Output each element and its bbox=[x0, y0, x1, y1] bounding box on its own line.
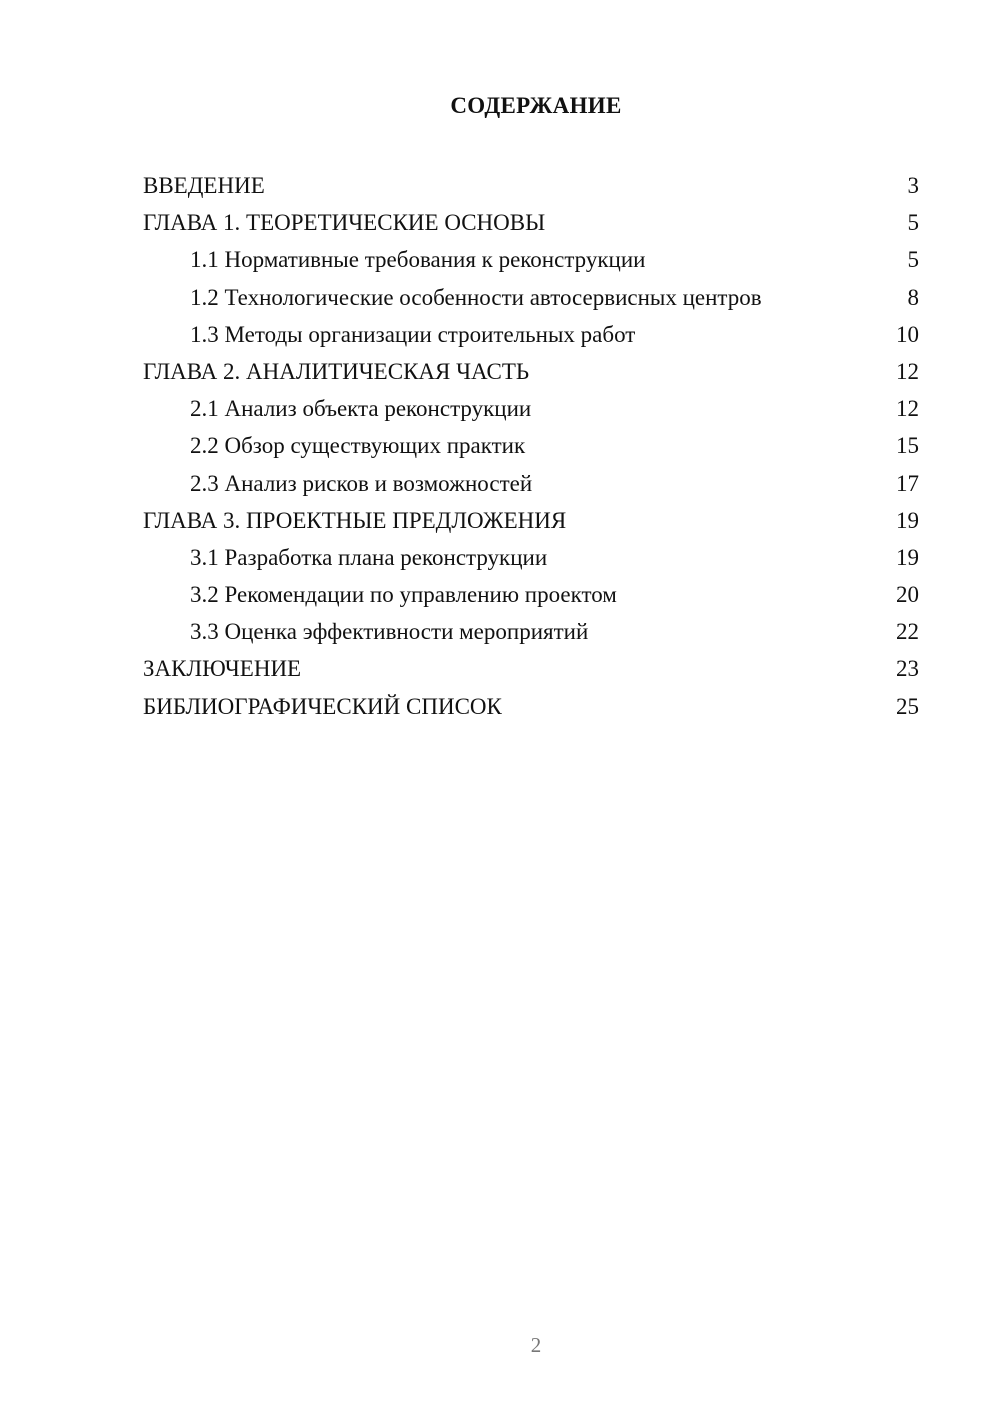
toc-entry-title: 2.2 Обзор существующих практик bbox=[190, 433, 526, 459]
toc-entry-page: 10 bbox=[896, 321, 919, 347]
toc-entry-chapter-1[interactable] bbox=[143, 204, 919, 241]
toc-entry-page: 12 bbox=[896, 358, 919, 384]
toc-entry-section-2-3[interactable] bbox=[143, 465, 919, 502]
toc-entry-title: 3.2 Рекомендации по управлению проектом bbox=[190, 582, 617, 608]
toc-entry-section-3-1[interactable] bbox=[143, 539, 919, 576]
toc-entry-title: 1.3 Методы организации строительных работ bbox=[190, 321, 636, 347]
toc-entry-title: БИБЛИОГРАФИЧЕСКИЙ СПИСОК bbox=[143, 693, 502, 719]
toc-entry-title: ЗАКЛЮЧЕНИЕ bbox=[143, 656, 302, 682]
toc-entry-page: 3 bbox=[907, 173, 919, 198]
toc-entry-page: 5 bbox=[907, 247, 919, 273]
toc-entry-chapter-3[interactable] bbox=[143, 502, 919, 539]
toc-entry-title: 1.2 Технологические особенности автосервисных центров bbox=[190, 284, 762, 310]
toc-entry-title: 1.1 Нормативные требования к реконструкции bbox=[190, 247, 646, 273]
toc-entry-section-1-1[interactable] bbox=[143, 241, 919, 278]
toc-entry-page: 19 bbox=[896, 544, 919, 570]
toc-entry-page: 20 bbox=[896, 582, 919, 608]
toc-entry-chapter-2[interactable] bbox=[143, 353, 919, 390]
toc-entry-title: ВВЕДЕНИЕ bbox=[143, 173, 265, 198]
toc-entry-page: 12 bbox=[896, 396, 919, 422]
toc-entry-section-2-1[interactable] bbox=[143, 390, 919, 427]
toc-entry-title: ГЛАВА 1. ТЕОРЕТИЧЕСКИЕ ОСНОВЫ bbox=[143, 210, 546, 236]
toc-entry-conclusion[interactable] bbox=[143, 650, 919, 687]
toc-entry-section-3-3[interactable] bbox=[143, 613, 919, 650]
toc-entry-title: 3.1 Разработка плана реконструкции bbox=[190, 544, 548, 570]
toc-entry-title: 3.3 Оценка эффективности мероприятий bbox=[190, 619, 589, 645]
toc-entry-page: 25 bbox=[896, 693, 919, 719]
toc-entry-title: 2.3 Анализ рисков и возможностей bbox=[190, 470, 533, 496]
toc-entry-section-1-2[interactable] bbox=[143, 279, 919, 316]
toc-entry-title: ГЛАВА 2. АНАЛИТИЧЕСКАЯ ЧАСТЬ bbox=[143, 358, 530, 384]
page-number: 2 bbox=[530, 1333, 542, 1357]
toc-entry-page: 23 bbox=[896, 656, 919, 682]
toc-entry-page: 5 bbox=[907, 210, 919, 236]
toc-entry-introduction[interactable] bbox=[143, 167, 919, 204]
toc-entry-page: 17 bbox=[896, 470, 919, 496]
toc-heading: СОДЕРЖАНИЕ bbox=[450, 93, 622, 118]
toc-entry-section-1-3[interactable] bbox=[143, 316, 919, 353]
toc-entry-page: 19 bbox=[896, 507, 919, 533]
table-of-contents bbox=[143, 167, 919, 725]
toc-entry-title: ГЛАВА 3. ПРОЕКТНЫЕ ПРЕДЛОЖЕНИЯ bbox=[143, 507, 567, 533]
toc-entry-page: 22 bbox=[896, 619, 919, 645]
toc-entry-section-2-2[interactable] bbox=[143, 427, 919, 464]
toc-entry-section-3-2[interactable] bbox=[143, 576, 919, 613]
toc-entry-title: 2.1 Анализ объекта реконструкции bbox=[190, 396, 532, 422]
toc-entry-bibliography[interactable] bbox=[143, 688, 919, 725]
toc-entry-page: 15 bbox=[896, 433, 919, 459]
toc-entry-page: 8 bbox=[907, 284, 919, 310]
